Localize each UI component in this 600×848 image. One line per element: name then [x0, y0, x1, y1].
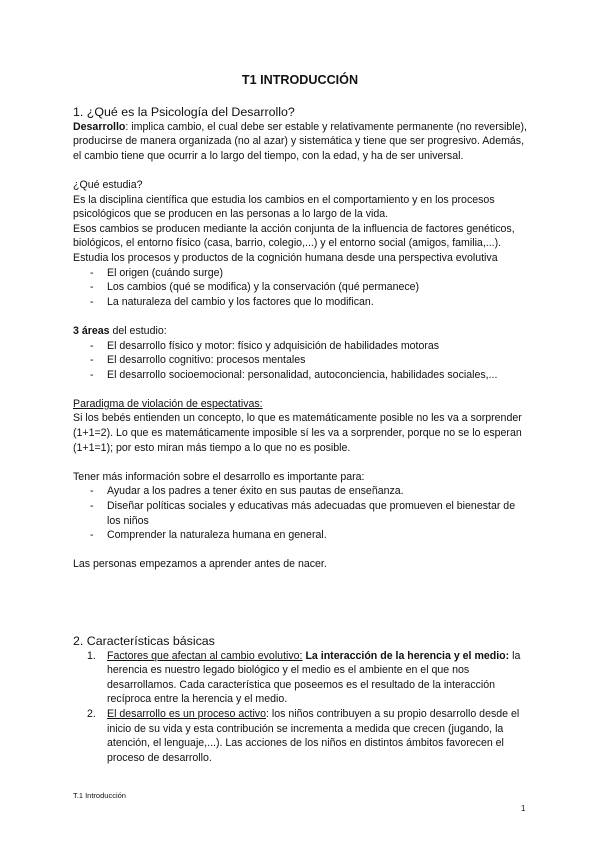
item-bold: La interacción de la herencia y el medio: — [302, 649, 510, 662]
list-importance — [73, 484, 531, 542]
areas-heading — [73, 324, 531, 339]
closing-text: Las personas empezamos a aprender antes de nacer. — [73, 558, 327, 571]
areas-bold: 3 áreas — [73, 324, 110, 337]
list-study-aspects — [73, 266, 531, 310]
item-text: : los niños contribuyen a su propio desarrollo desde el inicio de su vida y esta contribución se incrementa a medida que crecen (jugando, la atención, el lenguaje,...). Las acciones de los niños en distintos ámbitos favorecen el proceso de desarrollo. — [107, 707, 520, 764]
areas-rest: del estudio: — [109, 324, 167, 337]
footer-text: T.1 Introducción — [73, 791, 126, 800]
section-1-heading: 1. ¿Qué es la Psicología del Desarrollo? — [73, 105, 295, 119]
section-2-heading: 2. Características básicas — [73, 634, 215, 648]
paragraph-2: Esos cambios se producen mediante la acción conjunta de la influencia de factores genéticos, biológicos, el entorno físico (casa, barrio, colegio,...) y el entorno social (amigos, familia,...). — [73, 222, 515, 250]
definition-text: : implica cambio, el cual debe ser estable y relativamente permanente (no reversible), producirse de manera organizada (no al azar) y sistemática y tiene que ser progresivo. Además, el cambio tiene que ocurrir a lo largo del tiempo, con la edad, y ha de ser universal. — [73, 120, 527, 162]
paradigma-title: Paradigma de violación de espectativas: — [73, 397, 263, 410]
que-estudia-heading: ¿Qué estudia? — [73, 178, 143, 191]
paragraph-3: Estudia los procesos y productos de la cognición humana desde una perspectiva evolutiva — [73, 251, 498, 264]
paradigma-heading — [73, 397, 531, 412]
list-item: - Comprender la naturaleza humana en general. — [73, 528, 531, 543]
section-2 — [73, 634, 531, 765]
item-underline: El desarrollo es un proceso activo — [107, 707, 266, 720]
characteristics-list — [73, 649, 531, 766]
paragraph-1: Es la disciplina científica que estudia los cambios en el comportamiento y en los procesos psicológicos que se producen en las personas a lo largo de la vida. — [73, 193, 495, 221]
list-item: - Diseñar políticas sociales y educativas más adecuadas que promueven el bienestar de los niños — [73, 499, 531, 528]
item-text: la herencia es nuestro legado biológico y el medio es el ambiente en el que nos desarrollamos. Cada característica que poseemos es el resultado de la interacción recíproca entre la herencia y el medio. — [107, 649, 521, 706]
page-title: T1 INTRODUCCIÓN — [241, 73, 359, 87]
list-item: - Ayudar a los padres a tener éxito en sus pautas de enseñanza. — [73, 484, 531, 499]
list-item: - La naturaleza del cambio y los factores que lo modifican. — [73, 295, 531, 310]
item-number: 1. — [87, 649, 96, 662]
item-underline: Factores que afectan al cambio evolutivo: — [107, 649, 303, 662]
item-number: 2. — [87, 707, 96, 720]
list-areas — [73, 339, 531, 383]
list-item: - El desarrollo físico y motor: físico y adquisición de habilidades motoras — [73, 339, 531, 354]
list-item: - El origen (cuándo surge) — [73, 266, 531, 281]
list-item: - El desarrollo socioemocional: personalidad, autoconciencia, habilidades sociales,... — [73, 368, 531, 383]
paradigma-text: Si los bebés entienden un concepto, lo que es matemáticamente posible no les va a sorprender (1+1=2). Lo que es matemáticamente imposible sí les va a sorprender, porque no se lo esperan (1+1=1); por esto miran más tiempo a lo que no es posible. — [73, 412, 522, 454]
list-item: - Los cambios (qué se modifica) y la conservación (qué permanece) — [73, 280, 531, 295]
list-item — [73, 649, 531, 707]
section-1 — [73, 105, 531, 572]
list-item — [73, 707, 531, 765]
definition-paragraph — [73, 120, 531, 164]
list-item: - El desarrollo cognitivo: procesos mentales — [73, 353, 531, 368]
definition-term: Desarrollo — [73, 120, 126, 133]
page-number: 1 — [521, 804, 526, 813]
tener-text: Tener más información sobre el desarrollo es importante para: — [73, 470, 365, 483]
